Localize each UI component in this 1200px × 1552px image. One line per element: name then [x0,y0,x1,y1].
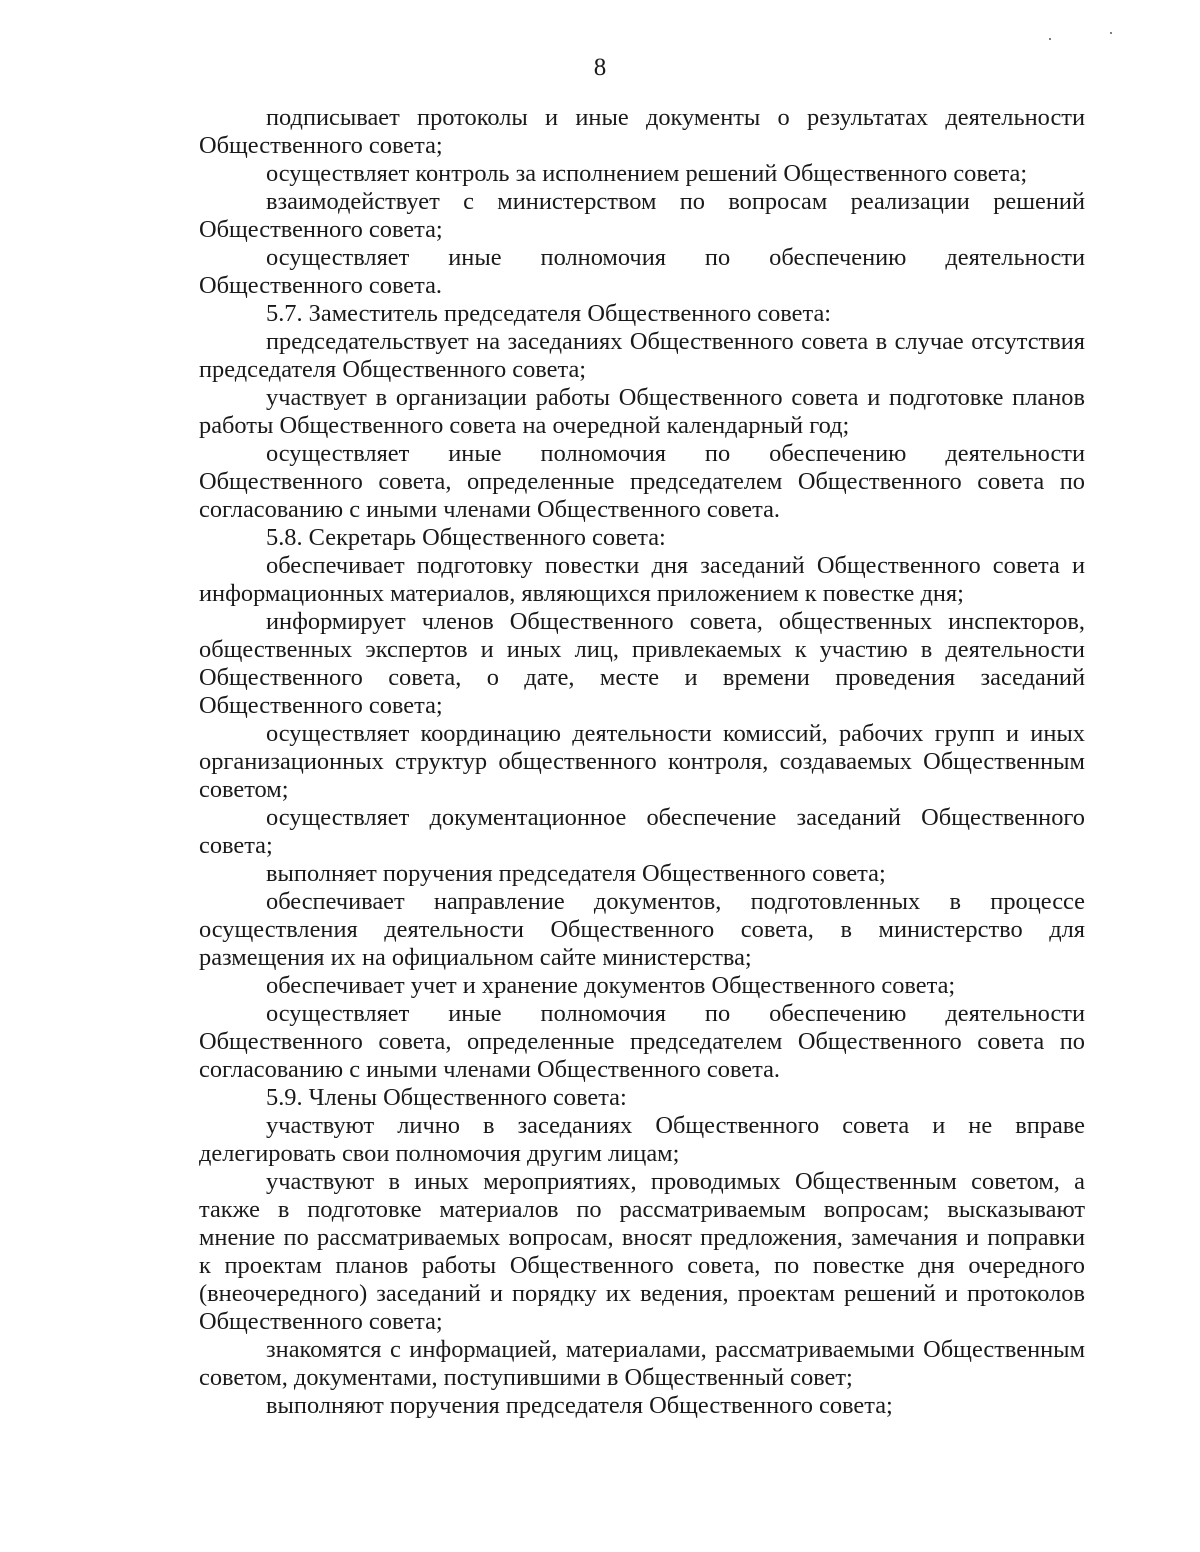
section-heading-5-9: 5.9. Члены Общественного совета: [266,1084,627,1111]
section-heading-5-8: 5.8. Секретарь Общественного совета: [266,524,666,551]
paragraph-participate-events: участвуют в иных мероприятиях, проводимых Общественным советом, а также в подготовке материалов по рассматриваемым вопросам; высказывают мнение по рассматриваемых вопросам, вносят предложения, замечания и поправки к проектам планов работы Общественного совета, по повестке дня очередного (внеочередного) заседаний и порядку их ведения, проектам решений и протоколов Общественного совета; [199,1168,1085,1335]
paragraph-execute-instructions: выполняют поручения председателя Общественного совета; [266,1392,893,1419]
paragraph-signs-protocols: подписывает протоколы и иные документы о результатах деятельности Общественного совета; [199,104,1085,159]
section-heading-5-7: 5.7. Заместитель председателя Общественного совета: [266,300,832,327]
paragraph-interacts-ministry: взаимодействует с министерством по вопросам реализации решений Общественного совета; [199,188,1085,243]
scan-speck [1049,38,1051,40]
paragraph-prepares-agenda: обеспечивает подготовку повестки дня заседаний Общественного совета и информационных материалов, являющихся приложением к повестке дня; [199,552,1085,607]
paragraph-other-powers-deputy: осуществляет иные полномочия по обеспечению деятельности Общественного совета, определенные председателем Общественного совета по согласованию с иными членами Общественного совета. [199,440,1085,523]
paragraph-other-powers-secretary: осуществляет иные полномочия по обеспечению деятельности Общественного совета, определенные председателем Общественного совета по согласованию с иными членами Общественного совета. [199,1000,1085,1083]
paragraph-review-information: знакомятся с информацией, материалами, рассматриваемыми Общественным советом, документами, поступившими в Общественный совет; [199,1336,1085,1391]
paragraph-controls-execution: осуществляет контроль за исполнением решений Общественного совета; [266,160,1028,187]
paragraph-stores-documents: обеспечивает учет и хранение документов Общественного совета; [266,972,956,999]
document-body [199,104,1085,1420]
paragraph-documentation-support: осуществляет документационное обеспечение заседаний Общественного совета; [199,804,1085,859]
paragraph-sends-documents: обеспечивает направление документов, подготовленных в процессе осуществления деятельности Общественного совета, в министерство для размещения их на официальном сайте министерства; [199,888,1085,971]
paragraph-presides: председательствует на заседаниях Общественного совета в случае отсутствия председателя Общественного совета; [199,328,1085,383]
paragraph-other-powers-chairman: осуществляет иные полномочия по обеспечению деятельности Общественного совета. [199,244,1085,299]
paragraph-participate-personally: участвуют лично в заседаниях Общественного совета и не вправе делегировать свои полномочия другим лицам; [199,1112,1085,1167]
page-number: 8 [593,54,607,81]
paragraph-participates-planning: участвует в организации работы Общественного совета и подготовке планов работы Общественного совета на очередной календарный год; [199,384,1085,439]
paragraph-coordinates-commissions: осуществляет координацию деятельности комиссий, рабочих групп и иных организационных структур общественного контроля, создаваемых Общественным советом; [199,720,1085,803]
paragraph-informs-members: информирует членов Общественного совета, общественных инспекторов, общественных экспертов и иных лиц, привлекаемых к участию в деятельности Общественного совета, о дате, месте и времени проведения заседаний Общественного совета; [199,608,1085,719]
paragraph-executes-instructions: выполняет поручения председателя Общественного совета; [266,860,886,887]
scan-speck [1110,32,1112,34]
